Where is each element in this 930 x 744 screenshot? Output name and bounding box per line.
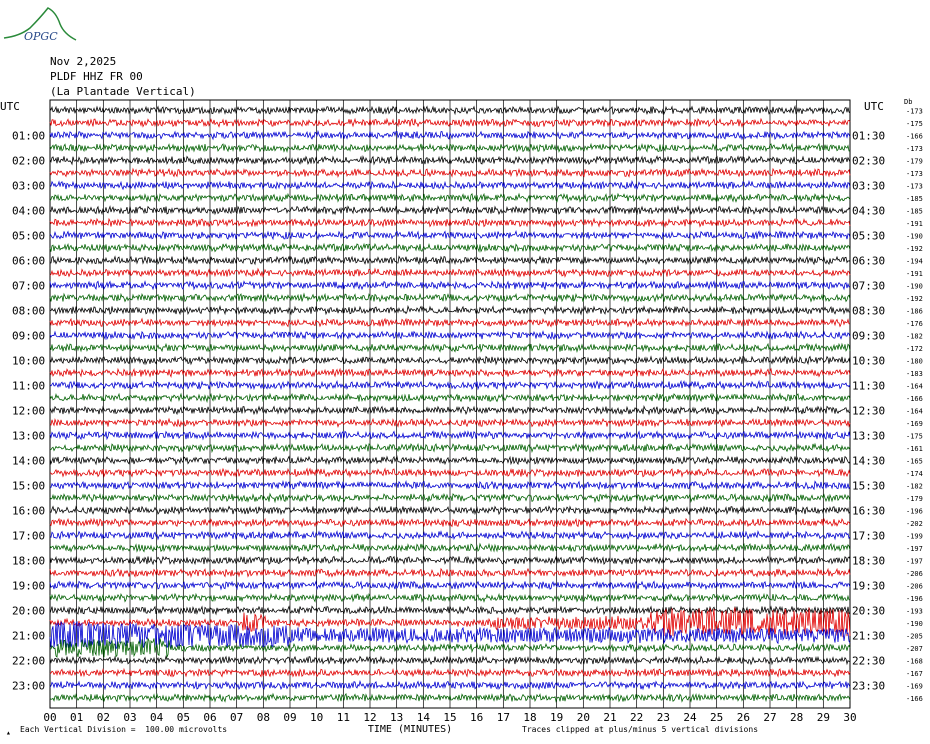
right-hour-label: 08:30 xyxy=(852,304,886,318)
left-hour-label: 16:00 xyxy=(12,504,46,518)
x-tick-label: 02 xyxy=(96,711,110,724)
x-tick-label: 11 xyxy=(336,711,350,724)
db-value-label: -174 xyxy=(906,469,923,478)
db-value-label: -192 xyxy=(906,294,923,303)
x-tick-label: 03 xyxy=(123,711,137,724)
right-hour-label: 22:30 xyxy=(852,654,886,668)
x-tick-label: 24 xyxy=(683,711,697,724)
x-tick-label: 01 xyxy=(70,711,84,724)
x-tick-label: 00 xyxy=(43,711,57,724)
db-value-label: -172 xyxy=(906,344,923,353)
db-value-label: -167 xyxy=(906,669,923,678)
db-value-label: -179 xyxy=(906,157,923,166)
right-hour-label: 18:30 xyxy=(852,554,886,568)
db-value-label: -185 xyxy=(906,207,923,216)
x-axis-label: TIME (MINUTES) xyxy=(367,724,453,735)
db-value-label: -173 xyxy=(906,144,923,153)
db-value-label: -166 xyxy=(906,394,923,403)
db-value-label: -173 xyxy=(906,169,923,178)
db-value-label: -166 xyxy=(906,132,923,141)
db-value-label: -169 xyxy=(906,682,923,691)
db-value-label: -197 xyxy=(906,557,923,566)
x-tick-label: 17 xyxy=(496,711,510,724)
left-hour-label: 01:00 xyxy=(12,129,46,143)
left-hour-label: 13:00 xyxy=(12,429,46,443)
left-hour-label: 03:00 xyxy=(12,179,46,193)
x-tick-label: 21 xyxy=(603,711,617,724)
right-hour-label: 23:30 xyxy=(852,679,886,693)
station-code: PLDF HHZ FR 00 xyxy=(50,70,143,83)
right-hour-label: 03:30 xyxy=(852,179,886,193)
right-hour-label: 14:30 xyxy=(852,454,886,468)
right-hour-label: 02:30 xyxy=(852,154,886,168)
db-value-label: -186 xyxy=(906,307,923,316)
db-value-label: -207 xyxy=(906,644,923,653)
left-hour-label: 08:00 xyxy=(12,304,46,318)
db-value-label: -182 xyxy=(906,332,923,341)
x-tick-label: 13 xyxy=(390,711,404,724)
left-axis-title: UTC xyxy=(0,100,20,113)
x-tick-label: 27 xyxy=(763,711,777,724)
db-value-label: -196 xyxy=(906,507,923,516)
plot-grid xyxy=(50,100,850,708)
axis-labels xyxy=(0,98,923,735)
right-hour-label: 19:30 xyxy=(852,579,886,593)
right-hour-label: 07:30 xyxy=(852,279,886,293)
x-tick-label: 29 xyxy=(816,711,830,724)
x-tick-label: 18 xyxy=(523,711,537,724)
right-hour-label: 04:30 xyxy=(852,204,886,218)
db-value-label: -175 xyxy=(906,432,923,441)
db-value-label: -168 xyxy=(906,657,923,666)
x-tick-label: 16 xyxy=(470,711,484,724)
db-value-label: -175 xyxy=(906,119,923,128)
db-value-label: -164 xyxy=(906,407,923,416)
db-value-label: -206 xyxy=(906,582,923,591)
left-hour-label: 23:00 xyxy=(12,679,46,693)
left-hour-label: 18:00 xyxy=(12,554,46,568)
db-column-title: Db xyxy=(904,98,913,106)
left-hour-label: 20:00 xyxy=(12,604,46,618)
left-hour-label: 11:00 xyxy=(12,379,46,393)
right-hour-label: 11:30 xyxy=(852,379,886,393)
db-value-label: -185 xyxy=(906,194,923,203)
right-hour-label: 05:30 xyxy=(852,229,886,243)
x-tick-label: 28 xyxy=(790,711,804,724)
right-hour-label: 21:30 xyxy=(852,629,886,643)
x-tick-label: 25 xyxy=(710,711,724,724)
db-value-label: -202 xyxy=(906,519,923,528)
x-tick-label: 20 xyxy=(576,711,590,724)
db-value-label: -196 xyxy=(906,594,923,603)
db-value-label: -166 xyxy=(906,694,923,703)
db-value-label: -191 xyxy=(906,269,923,278)
db-value-label: -169 xyxy=(906,419,923,428)
db-value-label: -180 xyxy=(906,357,923,366)
x-tick-label: 30 xyxy=(843,711,857,724)
db-value-label: -190 xyxy=(906,232,923,241)
db-value-label: -194 xyxy=(906,257,923,266)
logo-text: OPGC xyxy=(24,30,58,43)
x-tick-label: 15 xyxy=(443,711,457,724)
db-value-label: -173 xyxy=(906,182,923,191)
db-value-label: -164 xyxy=(906,382,923,391)
left-hour-label: 10:00 xyxy=(12,354,46,368)
db-value-label: -190 xyxy=(906,282,923,291)
x-tick-label: 05 xyxy=(176,711,190,724)
left-hour-label: 04:00 xyxy=(12,204,46,218)
db-value-label: -176 xyxy=(906,319,923,328)
right-hour-label: 10:30 xyxy=(852,354,886,368)
right-hour-label: 15:30 xyxy=(852,479,886,493)
right-hour-label: 09:30 xyxy=(852,329,886,343)
db-value-label: -206 xyxy=(906,569,923,578)
db-value-label: -199 xyxy=(906,532,923,541)
left-hour-label: 09:00 xyxy=(12,329,46,343)
x-tick-label: 22 xyxy=(630,711,644,724)
db-value-label: -205 xyxy=(906,632,923,641)
right-axis-title: UTC xyxy=(864,100,884,113)
clip-note: Traces clipped at plus/minus 5 vertical divisions xyxy=(522,725,759,734)
x-tick-label: 07 xyxy=(230,711,244,724)
x-tick-label: 14 xyxy=(416,711,430,724)
x-tick-label: 12 xyxy=(363,711,377,724)
db-value-label: -183 xyxy=(906,369,923,378)
left-hour-label: 21:00 xyxy=(12,629,46,643)
right-hour-label: 12:30 xyxy=(852,404,886,418)
right-hour-label: 01:30 xyxy=(852,129,886,143)
left-hour-label: 07:00 xyxy=(12,279,46,293)
right-hour-label: 06:30 xyxy=(852,254,886,268)
db-value-label: -190 xyxy=(906,619,923,628)
plot-date: Nov 2,2025 xyxy=(50,55,117,68)
left-hour-label: 15:00 xyxy=(12,479,46,493)
x-tick-label: 09 xyxy=(283,711,297,724)
left-hour-label: 12:00 xyxy=(12,404,46,418)
left-hour-label: 05:00 xyxy=(12,229,46,243)
left-hour-label: 06:00 xyxy=(12,254,46,268)
db-value-label: -193 xyxy=(906,607,923,616)
right-hour-label: 13:30 xyxy=(852,429,886,443)
x-tick-label: 23 xyxy=(656,711,670,724)
db-value-label: -173 xyxy=(906,107,923,116)
right-hour-label: 20:30 xyxy=(852,604,886,618)
scale-note: Each Vertical Division = 100.00 microvolts xyxy=(20,725,228,734)
station-location: (La Plantade Vertical) xyxy=(50,85,196,98)
db-value-label: -165 xyxy=(906,457,923,466)
x-tick-label: 10 xyxy=(310,711,324,724)
x-tick-label: 19 xyxy=(550,711,564,724)
left-hour-label: 19:00 xyxy=(12,579,46,593)
x-tick-label: 08 xyxy=(256,711,270,724)
x-tick-label: 26 xyxy=(736,711,750,724)
right-hour-label: 16:30 xyxy=(852,504,886,518)
db-value-label: -179 xyxy=(906,494,923,503)
db-value-label: -191 xyxy=(906,219,923,228)
left-hour-label: 17:00 xyxy=(12,529,46,543)
left-hour-label: 02:00 xyxy=(12,154,46,168)
scale-note-marker: ▴ xyxy=(6,728,11,737)
x-tick-label: 04 xyxy=(150,711,164,724)
db-value-label: -197 xyxy=(906,544,923,553)
left-hour-label: 22:00 xyxy=(12,654,46,668)
left-hour-label: 14:00 xyxy=(12,454,46,468)
right-hour-label: 17:30 xyxy=(852,529,886,543)
db-value-label: -182 xyxy=(906,482,923,491)
db-value-label: -192 xyxy=(906,244,923,253)
x-tick-label: 06 xyxy=(203,711,217,724)
db-value-label: -161 xyxy=(906,444,923,453)
